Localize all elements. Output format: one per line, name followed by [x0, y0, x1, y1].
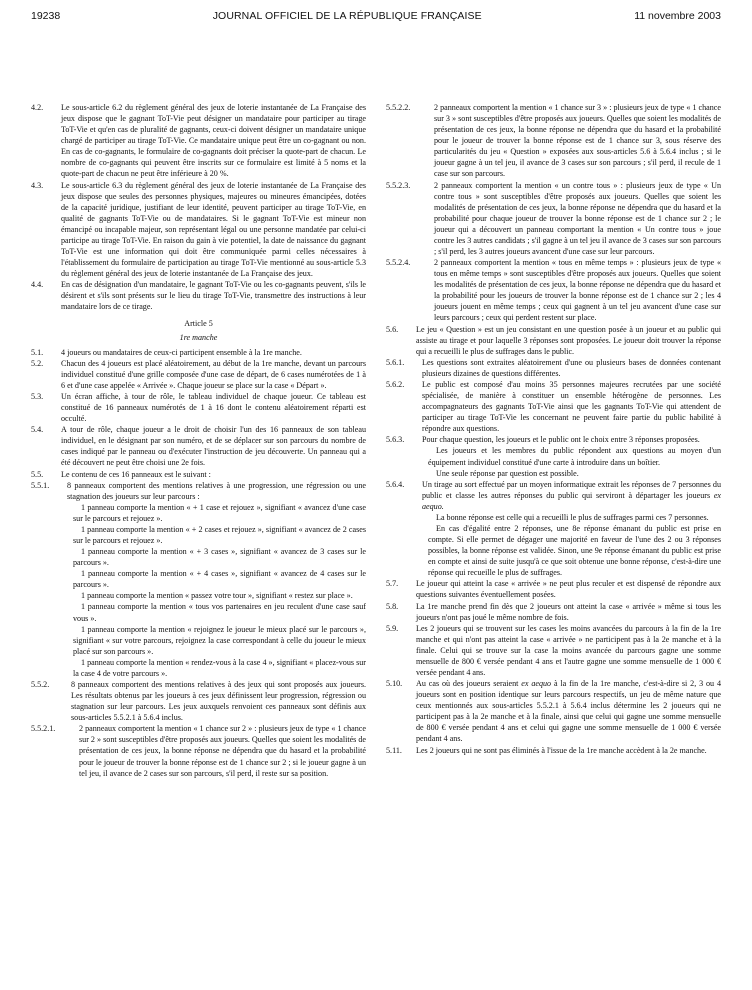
- paragraph-5-5-2-4: [386, 257, 721, 323]
- paragraph-5-5-1: [31, 480, 366, 502]
- left-column: [31, 102, 366, 779]
- paragraph-5-6: [386, 324, 721, 357]
- paragraph-number: 5.7.: [386, 579, 399, 589]
- paragraph-number: 5.1.: [31, 347, 44, 357]
- paragraph-text: Le sous-article 6.2 du règlement général des jeux de loterie instantanée de La Française des jeux dispose que le gagnant ToT-Vie peut désigner un mandataire pour participer au tirage ToT-Vie et qu'en cas de pluralité de gagnants, ceux-ci doivent désigner un mandataire unique chargé de participer au tirage ToT-Vie. Ce mandataire unique peut être un co-gagnant ou non. En cas de co-gagnants, le formulaire de co-gagnants doit préciser la quote-part de chacun. Le nombre de co-gagnants qui peuvent être inscrits sur ce formulaire est limité à 5 noms et la quote-part de chacun ne peut être inférieure à 20 %.: [61, 103, 366, 179]
- article-heading: Article 5: [184, 319, 213, 329]
- paragraph-text: [422, 479, 721, 512]
- paragraph-text: Le contenu de ces 16 panneaux est le suivant :: [61, 469, 211, 479]
- paragraph-text: 4 joueurs ou mandataires de ceux-ci participent ensemble à la 1re manche.: [61, 347, 302, 357]
- paragraph-5-1: [31, 347, 366, 358]
- paragraph-number: 5.5.2.2.: [386, 103, 411, 112]
- paragraph-text: [416, 678, 721, 744]
- paragraph-text: 2 panneaux comportent la mention « un contre tous » : plusieurs jeux de type « Un contre tous » sont susceptibles d'être proposés aux joueurs. Quelles que soient les modalités de présentation de ces jeux, la bonne réponse ne dépendra que du hasard et la probabilité pour chaque joueur de trouver la bonne réponse est de 1 chance sur 2 ; le joueur qui a découvert un panneau comportant la mention « Un contre tous » joue contre les 3 autres candidats ; s'il gagne à un tel jeu il avance de 3 cases sur son parcours ; s'il perd, les 3 autres joueurs avancent d'une case sur leur parcours.: [434, 180, 721, 257]
- paragraph-5-8: [386, 601, 721, 623]
- paragraph-5-5-2: [31, 679, 366, 723]
- paragraph-number: 5.4.: [31, 425, 44, 435]
- right-column: [386, 102, 721, 779]
- paragraph-5-5-2-1: [31, 723, 366, 778]
- paragraph-text: Un écran affiche, à tour de rôle, le tableau individuel de chaque joueur. Ce tableau est constitué de 16 panneaux numérotés de 1 à 16 dont le contenu aléatoirement réparti est occulté.: [61, 391, 366, 424]
- paragraph-number: 5.11.: [386, 745, 402, 755]
- paragraph-number: 5.10.: [386, 679, 403, 689]
- paragraph-number: 5.6.2.: [386, 379, 405, 389]
- paragraph-5-11: [386, 745, 721, 756]
- paragraph-text: Le sous-article 6.3 du règlement général des jeux de loterie instantanée de La Française des jeux dispose que seules des personnes physiques, majeures ou mineures émancipées, dotées de la capacité juridique, justifiant de leur identité, peuvent participer au tirage ToT-Vie, en qualité de gagnants ToT-Vie ou de mandataires. Si le gagnant ToT-Vie est mineur non émancipé ou incapable majeur, son représentant légal ou une personne mandatée par celui-ci participe au tirage ToT-Vie. En raison du gain à vie potentiel, la date de naissance du gagnant ToT-Vie est une information qui doit être communiquée parmi celles nécessaires à l'établissement du formulaire de participation au tirage ToT-Vie mentionné au sous-article 5.3 du règlement général des jeux de loterie instantanée de La Française des jeux.: [61, 180, 366, 279]
- paragraph-number: 5.5.2.3.: [386, 180, 411, 190]
- paragraph-text: 2 panneaux comportent la mention « 1 chance sur 2 » : plusieurs jeux de type « 1 chance sur 2 » sont susceptibles d'être proposés aux joueurs. Quelles que soient les modalités de présentation de ces jeux, la bonne réponse ne dépendra que du hasard et la probabilité pour le joueur de trouver la bonne réponse est de 1 chance sur 2 ; si le joueur gagne à un tel jeu, il avance de 2 cases sur son parcours, s'il perd, il reste sur sa position.: [79, 724, 366, 778]
- paragraph-number: 5.5.2.1.: [31, 724, 56, 734]
- paragraph-continuation: La bonne réponse est celle qui a recueilli le plus de suffrages parmi ces 7 personnes.: [436, 512, 709, 522]
- paragraph-text-main: Un tirage au sort effectué par un moyen informatique extrait les réponses de 7 personnes du public et classe les autres réponses du public qui serviront à départager les joueurs: [422, 479, 721, 500]
- panel-item: 1 panneau comporte la mention « rendez-vous à la case 4 », signifiant « placez-vous sur la case 4 de votre parcours ».: [73, 657, 366, 678]
- paragraph-text: A tour de rôle, chaque joueur a le droit de choisir l'un des 16 panneaux de son tableau individuel, en le désignant par son numéro, et de se déplacer sur son parcours du nombre de cases indiqué par le panneau ou d'exécuter l'instruction de jeu découverte. Un panneau qui a été découvert ne peut être choisi une 2e fois.: [61, 425, 366, 468]
- paragraph-number: 4.2.: [31, 103, 44, 112]
- panel-item: 1 panneau comporte la mention « + 4 cases », signifiant « avancez de 4 cases sur le parcours ».: [73, 569, 366, 590]
- paragraph-number: 5.8.: [386, 601, 399, 611]
- paragraph-number: 4.3.: [31, 180, 44, 190]
- paragraph-4-3: [31, 180, 366, 280]
- panel-item: 1 panneau comporte la mention « passez votre tour », signifiant « restez sur place ».: [81, 591, 353, 601]
- paragraph-5-4: [31, 424, 366, 468]
- paragraph-5-6-4: [386, 479, 721, 512]
- paragraph-text: Pour chaque question, les joueurs et le public ont le choix entre 3 réponses proposées.: [422, 435, 700, 445]
- paragraph-text: Le jeu « Question » est un jeu consistant en une question posée à un joueur et au public qui assiste au tirage et pour laquelle 3 réponses sont proposées. Le joueur doit trouver la réponse qui a recueilli le plus de suffrages dans le public.: [416, 324, 721, 356]
- paragraph-text: Les 2 joueurs qui se trouvent sur les cases les moins avancées du parcours à la fin de la 1re manche et qui n'ont pas atteint la case « arrivée » ne participent pas à la 2e manche et à la finale. Celui qui se trouve sur la case la moins avancée du parcours gagne une somme mensuelle de 800 € versée pendant 4 ans et l'autre gagne une somme mensuelle de 1 000 € versée pendant 4 ans.: [416, 623, 721, 677]
- paragraph-4-2: [31, 102, 366, 180]
- paragraph-number: 5.5.1.: [31, 480, 50, 490]
- paragraph-5-5-2-3: [386, 180, 721, 258]
- paragraph-continuation: En cas d'égalité entre 2 réponses, une 8e réponse émanant du public est prise en compte. Si elle permet de dégager une majorité en faveur de l'une des 2 ou 3 réponses possibles, la bonne réponse est validée. Sinon, une 9e réponse émanant du public est prise en compte et ainsi de suite jusqu'à ce que soit obtenue une bonne réponse, c'est-à-dire une réponse qui recueille le plus de suffrages.: [428, 523, 721, 578]
- paragraph-5-6-3: [386, 434, 721, 445]
- paragraph-4-4: [31, 279, 366, 312]
- paragraph-text: Les questions sont extraites aléatoirement d'une ou plusieurs bases de données contenant plusieurs dizaines de questions différentes.: [422, 357, 721, 378]
- paragraph-text: Le joueur qui atteint la case « arrivée » ne peut plus reculer et est dispensé de répondre aux questions suivantes éventuellement posées.: [416, 579, 721, 600]
- paragraph-number: 5.3.: [31, 391, 44, 401]
- paragraph-text: En cas de désignation d'un mandataire, le gagnant ToT-Vie ou les co-gagnants peuvent, s'ils le désirent et s'ils sont présents sur le lieu du tirage ToT-Vie, transmettre des instructions à leur mandataire lors de ce tirage.: [61, 280, 366, 312]
- paragraph-5-6-2: [386, 379, 721, 434]
- paragraph-5-7: [386, 578, 721, 600]
- panel-item: 1 panneau comporte la mention « rejoignez le joueur le mieux placé sur le parcours », signifiant « sur votre parcours, rejoignez la case correspondant à celle du joueur le mieux placé sur son parcours ».: [73, 624, 366, 656]
- paragraph-number: 5.9.: [386, 623, 399, 633]
- latin-phrase: ex aequo: [521, 679, 552, 689]
- latin-phrase: ex aequo.: [422, 490, 721, 511]
- paragraph-text: 8 panneaux comportent des mentions relatives à une progression, une régression ou une stagnation des joueurs sur leur parcours :: [67, 480, 366, 501]
- paragraph-text-start: Au cas où des joueurs seraient: [416, 679, 522, 689]
- paragraph-5-5: [31, 469, 366, 480]
- issue-date: 11 novembre 2003: [634, 10, 721, 22]
- paragraph-continuation: Une seule réponse par question est possible.: [436, 468, 579, 478]
- paragraph-5-9: [386, 623, 721, 678]
- paragraph-number: 5.6.1.: [386, 357, 405, 367]
- paragraph-5-3: [31, 391, 366, 424]
- paragraph-number: 5.6.: [386, 324, 399, 334]
- paragraph-number: 5.6.4.: [386, 479, 405, 489]
- paragraph-number: 5.2.: [31, 358, 44, 368]
- paragraph-5-5-2-2: [386, 102, 721, 180]
- panel-item: 1 panneau comporte la mention « tous vos partenaires en jeu reculent d'une case sauf vous ».: [73, 602, 366, 623]
- paragraph-text: 2 panneaux comportent la mention « 1 chance sur 3 » : plusieurs jeux de type « 1 chance sur 3 » sont susceptibles d'être proposés aux joueurs. Quelles que soient les modalités de présentation de ces jeux, la bonne réponse ne dépendra que du hasard et la probabilité pour le joueur de trouver la bonne réponse est de 1 chance sur 3, sous réserve des particularités du jeu « Question » exposées aux sous-articles 5.6 à 5.6.4 inclus ; si le joueur gagne à un tel jeu, il avance de 3 cases sur son parcours ; s'il perd, il recule de 1 case sur son parcours.: [434, 103, 721, 179]
- panel-item: 1 panneau comporte la mention « + 2 cases et rejouez », signifiant « avancez de 2 cases sur le parcours et rejouez ».: [73, 524, 366, 545]
- paragraph-text: Les 2 joueurs qui ne sont pas éliminés à l'issue de la 1re manche accèdent à la 2e manche.: [416, 745, 707, 755]
- paragraph-number: 5.6.3.: [386, 435, 405, 445]
- paragraph-number: 5.5.: [31, 469, 44, 479]
- page-number: 19238: [31, 10, 61, 22]
- paragraph-continuation: Les joueurs et les membres du public répondent aux questions au moyen d'un équipement individuel constitué d'une carte à introduire dans un boîtier.: [428, 446, 721, 467]
- paragraph-text-end: à la fin de la 1re manche, c'est-à-dire si 2, 3 ou 4 joueurs sont en position identique sur leurs parcours respectifs, un jeu de même nature que ceux mentionnés aux sous-articles 5.5.2.1 à 5.6.4 inclus détermine les 2 joueurs qui ne participent pas à la 2e manche et à la finale, ainsi que celui qui gagne une somme mensuelle de 800 € versée pendant 4 ans et celui qui gagne une somme mensuelle de 1 000 € versée pendant 4 ans.: [416, 679, 721, 744]
- paragraph-text: Le public est composé d'au moins 35 personnes majeures recrutées par une société spécialisée, de manière à constituer un ensemble hétérogène de personnes. Les accompagnateurs des gagnants ToT-Vie ainsi que les gagnants ToT-Vie qui attendent de participer au tirage ToT-Vie les concernant ne peuvent faire partie du public habilité à répondre aux questions.: [422, 379, 721, 434]
- paragraph-5-2: [31, 358, 366, 391]
- paragraph-5-10: [386, 678, 721, 744]
- paragraph-text: 8 panneaux comportent des mentions relatives à des jeux qui sont proposés aux joueurs. Les résultats obtenus par les joueurs à ces jeux définissent leur progression, régression ou stagnation sur leur parcours. Les jeux auxquels renvoient ces panneaux sont définis aux sous-articles 5.5.2.1 à 5.6.4 inclus.: [71, 679, 366, 723]
- journal-title: JOURNAL OFFICIEL DE LA RÉPUBLIQUE FRANÇAISE: [212, 10, 482, 22]
- paragraph-text: Chacun des 4 joueurs est placé aléatoirement, au début de la 1re manche, devant un parcours individuel constitué d'une grille composée d'une case de départ, de 6 cases numérotées de 1 à 6 et d'une case appelée « Arrivée ». Chaque joueur se place sur la case « Départ ».: [61, 358, 366, 390]
- paragraph-number: 5.5.2.4.: [386, 258, 411, 268]
- page-header: [31, 10, 721, 28]
- paragraph-number: 4.4.: [31, 280, 44, 290]
- panel-item: 1 panneau comporte la mention « + 3 cases », signifiant « avancez de 3 cases sur le parcours ».: [73, 547, 366, 568]
- paragraph-5-6-1: [386, 357, 721, 379]
- paragraph-number: 5.5.2.: [31, 679, 50, 689]
- section-subheading: 1re manche: [179, 332, 218, 342]
- paragraph-text: La 1re manche prend fin dès que 2 joueurs ont atteint la case « arrivée » même si tous les joueurs n'ont pas joué le même nombre de fois.: [416, 601, 721, 622]
- paragraph-text: 2 panneaux comportent la mention « tous en même temps » : plusieurs jeux de type « tous en même temps » sont susceptibles d'être proposés aux joueurs. Quelles que soient les modalités de présentation de ces jeux, la bonne réponse ne dépendra que du hasard et la probabilité pour les joueurs de trouver la bonne réponse est de 1 chance sur 2 ; les 4 joueurs jouent en même temps ; ceux qui gagnent à un tel jeu avancent d'une case sur leurs parcours ; ceux qui perdent restent sur place.: [434, 258, 721, 323]
- panel-item: 1 panneau comporte la mention « + 1 case et rejouez », signifiant « avancez d'une case sur le parcours et rejouez ».: [73, 502, 366, 523]
